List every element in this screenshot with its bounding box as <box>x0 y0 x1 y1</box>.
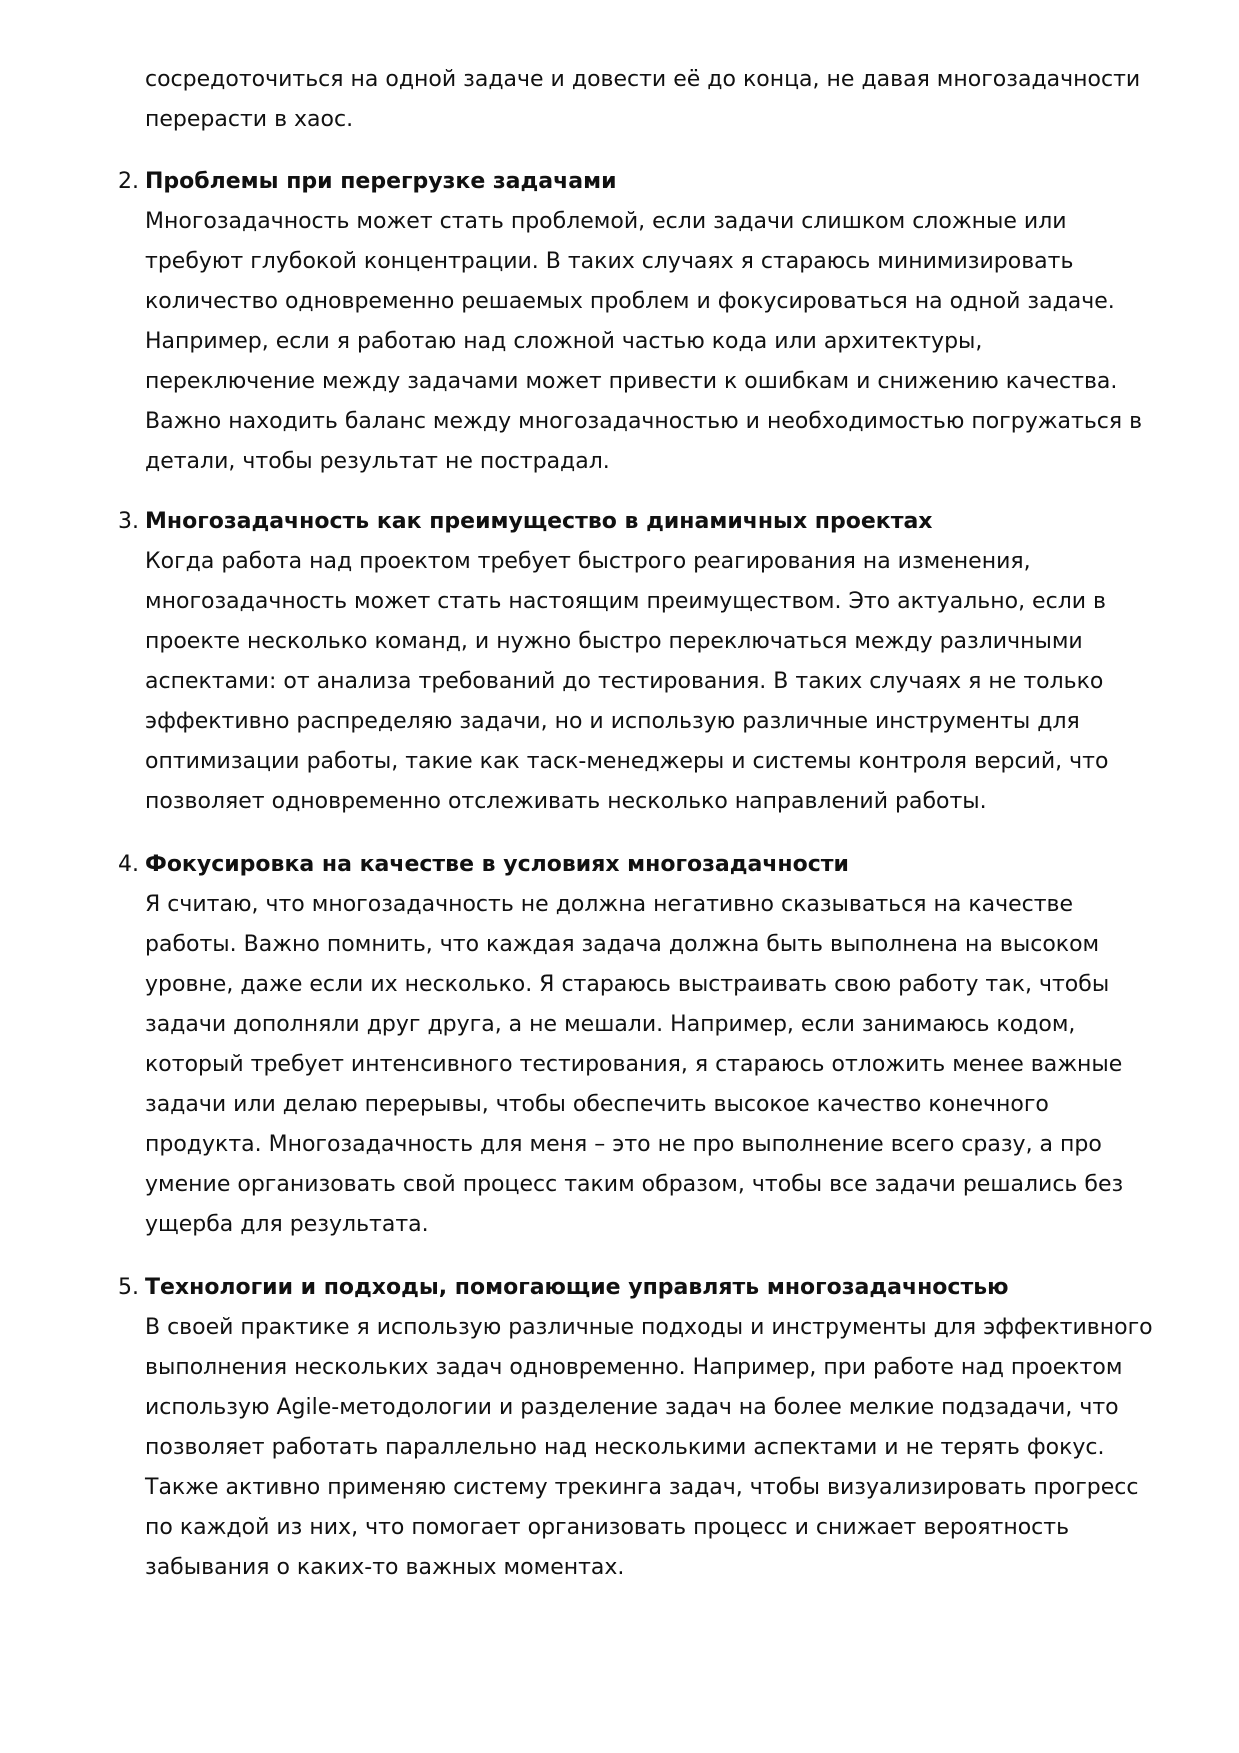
list-item-title: Многозадачность как преимущество в динамичных проектах <box>145 509 933 534</box>
list-item-title: Проблемы при перегрузке задачами <box>145 169 617 194</box>
continuation-paragraph: сосредоточиться на одной задаче и довести её до конца, не давая многозадачности перерасти в хаос. <box>145 67 1141 132</box>
list-item-title: Технологии и подходы, помогающие управлять многозадачностью <box>145 1275 1009 1300</box>
list-item-number: 4. <box>118 852 139 877</box>
list-item-body: Многозадачность может стать проблемой, если задачи слишком сложные или требуют глубокой концентрации. В таких случаях я стараюсь минимизировать количество одновременно решаемых проблем и фокусироваться на одной задаче. Например, если я работаю над сложной частью кода или архитектуры, переключение между задачами может привести к ошибкам и снижению качества. Важно находить баланс между многозадачностью и необходимостью погружаться в детали, чтобы результат не пострадал. <box>145 209 1143 474</box>
list-item-title: Фокусировка на качестве в условиях многозадачности <box>145 852 849 877</box>
list-item-body: Я считаю, что многозадачность не должна негативно сказываться на качестве работы. Важно помнить, что каждая задача должна быть выполнена на высоком уровне, даже если их несколько. Я стараюсь выстраивать свою работу так, чтобы задачи дополняли друг друга, а не мешали. Например, если занимаюсь кодом, который требует интенсивного тестирования, я стараюсь отложить менее важные задачи или делаю перерывы, чтобы обеспечить высокое качество конечного продукта. Многозадачность для меня – это не про выполнение всего сразу, а про умение организовать свой процесс таким образом, чтобы все задачи решались без ущерба для результата. <box>145 892 1124 1237</box>
list-item-number: 2. <box>118 169 139 194</box>
list-item-number: 5. <box>118 1275 139 1300</box>
list-item-number: 3. <box>118 509 139 534</box>
list-item-body: В своей практике я использую различные подходы и инструменты для эффективного выполнения нескольких задач одновременно. Например, при работе над проектом использую Agile-методологии и разделение задач на более мелкие подзадачи, что позволяет работать параллельно над несколькими аспектами и не терять фокус. Также активно применяю систему трекинга задач, чтобы визуализировать прогресс по каждой из них, что помогает организовать процесс и снижает вероятность забывания о каких-то важных моментах. <box>145 1315 1153 1580</box>
list-item-body: Когда работа над проектом требует быстрого реагирования на изменения, многозадачность может стать настоящим преимуществом. Это актуально, если в проекте несколько команд, и нужно быстро переключаться между различными аспектами: от анализа требований до тестирования. В таких случаях я не только эффективно распределяю задачи, но и использую различные инструменты для оптимизации работы, такие как таск-менеджеры и системы контроля версий, что позволяет одновременно отслеживать несколько направлений работы. <box>145 549 1109 814</box>
